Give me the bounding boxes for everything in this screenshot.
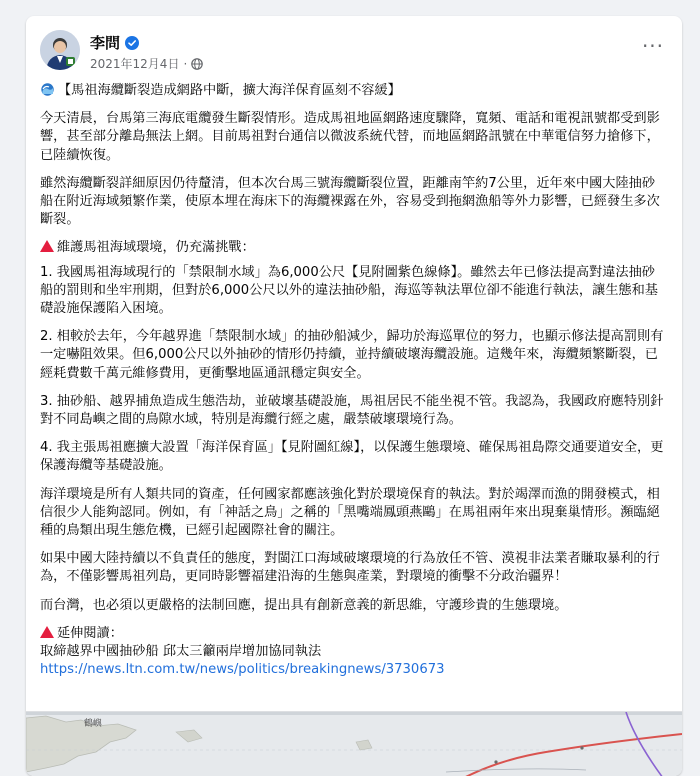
verified-badge-icon xyxy=(125,36,139,50)
post-date[interactable]: 2021年12月4日 xyxy=(90,57,180,71)
post-title: 【馬祖海纜斷裂造成網路中斷，擴大海洋保育區刻不容緩】 xyxy=(58,83,401,98)
red-triangle-icon xyxy=(40,626,54,638)
post-title-line xyxy=(40,82,668,100)
closing-paragraph-1: 海洋環境是所有人類共同的資產，任何國家都應該強化對於環境保育的執法。對於竭澤而漁的開發模式，相信很少人能夠認同。例如，有「神話之鳥」之稱的「黑嘴端鳳頭燕鷗」在馬祖兩年來出現棄巢情形。瀕臨絕種的鳥類出現生態危機，已經引起國際社會的關注。 xyxy=(40,486,660,539)
numbered-item-1: 1. 我國馬祖海域現行的「禁限制水域」為6,000公尺【見附圖紫色線條】。雖然去年已修法提高對違法抽砂船的罰則和坐牢刑期，但對於6,000公尺以外的違法抽砂船，海巡等執法單位卻不能進行執法，讓生態和基礎設施保護陷入困境。 xyxy=(40,264,658,317)
author-name[interactable]: 李問 xyxy=(90,34,121,52)
further-reading-link[interactable]: https://news.ltn.com.tw/news/politics/breakingnews/3730673 xyxy=(40,662,445,678)
paragraph-2: 雖然海纜斷裂詳細原因仍待釐清，但本次台馬三號海纜斷裂位置，距離南竿約7公里，近年來中國大陸抽砂船在附近海域頻繁作業，使原本埋在海床下的海纜裸露在外，容易受到拖網漁船等外力影響，已經發生多次斷裂。 xyxy=(40,175,660,228)
avatar-image xyxy=(40,30,80,70)
red-triangle-icon xyxy=(40,240,54,252)
map-graphic xyxy=(26,712,682,776)
more-options-icon[interactable]: ··· xyxy=(641,34,665,58)
numbered-item-4: 4. 我主張馬祖應擴大設置「海洋保育區」【見附圖紅線】，以保護生態環境、確保馬祖島際交通要道安全，更保護海纜等基礎設施。 xyxy=(40,440,664,474)
section-heading-line xyxy=(40,239,668,257)
post-meta xyxy=(90,55,203,72)
numbered-item-3: 3. 抽砂船、越界捕魚造成生態浩劫，並破壞基礎設施，馬祖居民不能坐視不管。我認為，我國政府應特別針對不同島嶼之間的鳥隙水域，特別是海纜行經之處，嚴禁破壞環境行為。 xyxy=(40,393,664,428)
wave-icon xyxy=(40,83,55,96)
further-reading-heading: 延伸閱讀： xyxy=(57,625,123,641)
meta-separator: · xyxy=(183,56,188,71)
numbered-item-2: 2. 相較於去年，今年越界進「禁限制水域」的抽砂船減少，歸功於海巡單位的努力，也顯示修法提高罰則有一定嚇阻效果。但6,000公尺以外抽砂的情形仍持續，並持續破壞海纜設施。這幾年來，海纜頻繁斷裂，已經耗費數千萬元維修費用，更衝擊地區通訊穩定與安全。 xyxy=(40,329,664,381)
closing-paragraph-3: 而台灣，也必須以更嚴格的法制回應，提出具有創新意義的新思維，守護珍貴的生態環境。 xyxy=(40,597,568,613)
map-place-label: 鶴嶼 xyxy=(84,719,103,729)
post-body xyxy=(40,82,668,679)
closing-paragraph-2: 如果中國大陸持續以不負責任的態度，對閩江口海域破壞環境的行為放任不管、漠視非法業者賺取暴利的行為，不僅影響馬祖列島，更同時影響福建沿海的生態與產業，對環境的衝擊不分政治疆界！ xyxy=(40,551,660,585)
author-name-row[interactable] xyxy=(90,32,139,53)
section-heading: 維護馬祖海域環境，仍充滿挑戰： xyxy=(57,240,255,256)
further-reading-title: 取締越界中國抽砂船 邱太三籲兩岸增加協同執法 xyxy=(40,644,322,660)
globe-icon[interactable] xyxy=(191,58,203,70)
paragraph-1: 今天清晨，台馬第三海底電纜發生斷裂情形。造成馬祖地區網路速度驟降，寬頻、電話和電視訊號都受到影響，甚至部分離島無法上網。目前馬祖對台通信以微波系統代替，而地區網路訊號在中華電信努力搶修下，已陸續恢復。 xyxy=(40,111,660,163)
post-card xyxy=(26,16,682,776)
further-reading-heading-line xyxy=(40,625,668,643)
post-header xyxy=(40,30,668,80)
author-avatar[interactable] xyxy=(40,30,80,70)
further-reading-link-line xyxy=(40,661,668,679)
attached-map-image[interactable] xyxy=(26,711,682,776)
